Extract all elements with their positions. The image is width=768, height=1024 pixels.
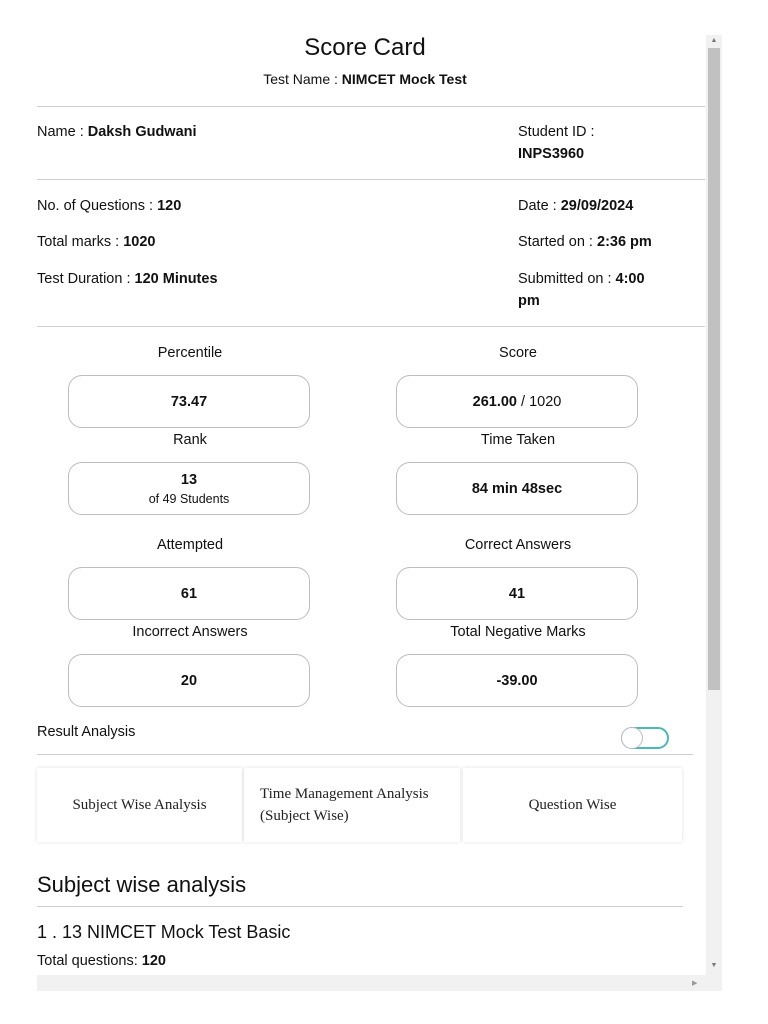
divider — [37, 179, 705, 180]
negative-marks-value: -39.00 — [496, 672, 538, 689]
score-box — [396, 375, 638, 428]
time-taken-label: Time Taken — [480, 432, 556, 448]
scroll-up-arrow-icon[interactable]: ▲ — [710, 37, 718, 44]
student-id: Student ID : INPS3960 — [518, 124, 595, 162]
divider — [37, 326, 705, 327]
student-name: Name : Daksh Gudwani — [37, 124, 197, 140]
attempted-label: Attempted — [156, 537, 224, 553]
incorrect-box — [68, 654, 310, 707]
percentile-value: 73.47 — [170, 393, 208, 410]
vertical-scrollbar-thumb[interactable] — [708, 48, 720, 690]
total-marks: Total marks : 1020 — [37, 234, 156, 250]
horizontal-scrollbar[interactable] — [37, 975, 722, 991]
time-taken-box — [396, 462, 638, 515]
score-total: / 1020 — [517, 393, 562, 410]
correct-box — [396, 567, 638, 620]
subject-name: 1 . 13 NIMCET Mock Test Basic — [37, 922, 291, 942]
divider — [37, 906, 683, 907]
question-count: No. of Questions : 120 — [37, 198, 182, 214]
result-analysis-toggle[interactable] — [621, 727, 669, 749]
started-on: Started on : 2:36 pm — [518, 234, 652, 250]
incorrect-label: Incorrect Answers — [132, 624, 248, 640]
correct-label: Correct Answers — [464, 537, 572, 553]
tab-time-management-analysis[interactable] — [244, 768, 460, 842]
correct-value: 41 — [508, 585, 526, 602]
negative-marks-box — [396, 654, 638, 707]
rank-of-students: of 49 Students — [148, 491, 230, 506]
percentile-label: Percentile — [157, 345, 223, 361]
submitted-on: Submitted on : 4:00 pm — [518, 271, 645, 309]
score-label: Score — [499, 345, 537, 361]
attempted-value: 61 — [180, 585, 198, 602]
negative-marks-label: Total Negative Marks — [450, 624, 586, 640]
total-questions: Total questions: 120 — [37, 953, 166, 969]
test-date: Date : 29/09/2024 — [518, 198, 634, 214]
time-taken-value: 84 min 48sec — [471, 480, 563, 497]
subject-analysis-title: Subject wise analysis — [37, 872, 247, 897]
tab-label: Subject Wise Analysis — [72, 796, 207, 813]
scroll-down-arrow-icon[interactable]: ▼ — [710, 962, 718, 969]
tab-subject-wise-analysis[interactable] — [37, 768, 242, 842]
tab-label: (Subject Wise) — [260, 808, 349, 824]
test-name: Test Name : NIMCET Mock Test — [263, 71, 467, 87]
score-value: 261.00 — [472, 393, 517, 410]
test-duration: Test Duration : 120 Minutes — [37, 271, 218, 287]
rank-label: Rank — [173, 432, 207, 448]
rank-value: 13 — [180, 471, 198, 488]
incorrect-value: 20 — [180, 672, 198, 689]
tab-question-wise[interactable] — [463, 768, 682, 842]
percentile-box — [68, 375, 310, 428]
divider — [37, 106, 705, 107]
result-analysis-label: Result Analysis — [37, 724, 136, 740]
scroll-right-arrow-icon[interactable]: ▶ — [692, 980, 698, 987]
divider — [37, 754, 693, 755]
tab-label: Question Wise — [528, 796, 617, 813]
attempted-box — [68, 567, 310, 620]
toggle-knob — [621, 727, 643, 749]
rank-box — [68, 462, 310, 515]
page-title: Score Card — [304, 34, 426, 61]
tab-label: Time Management Analysis — [260, 786, 429, 802]
